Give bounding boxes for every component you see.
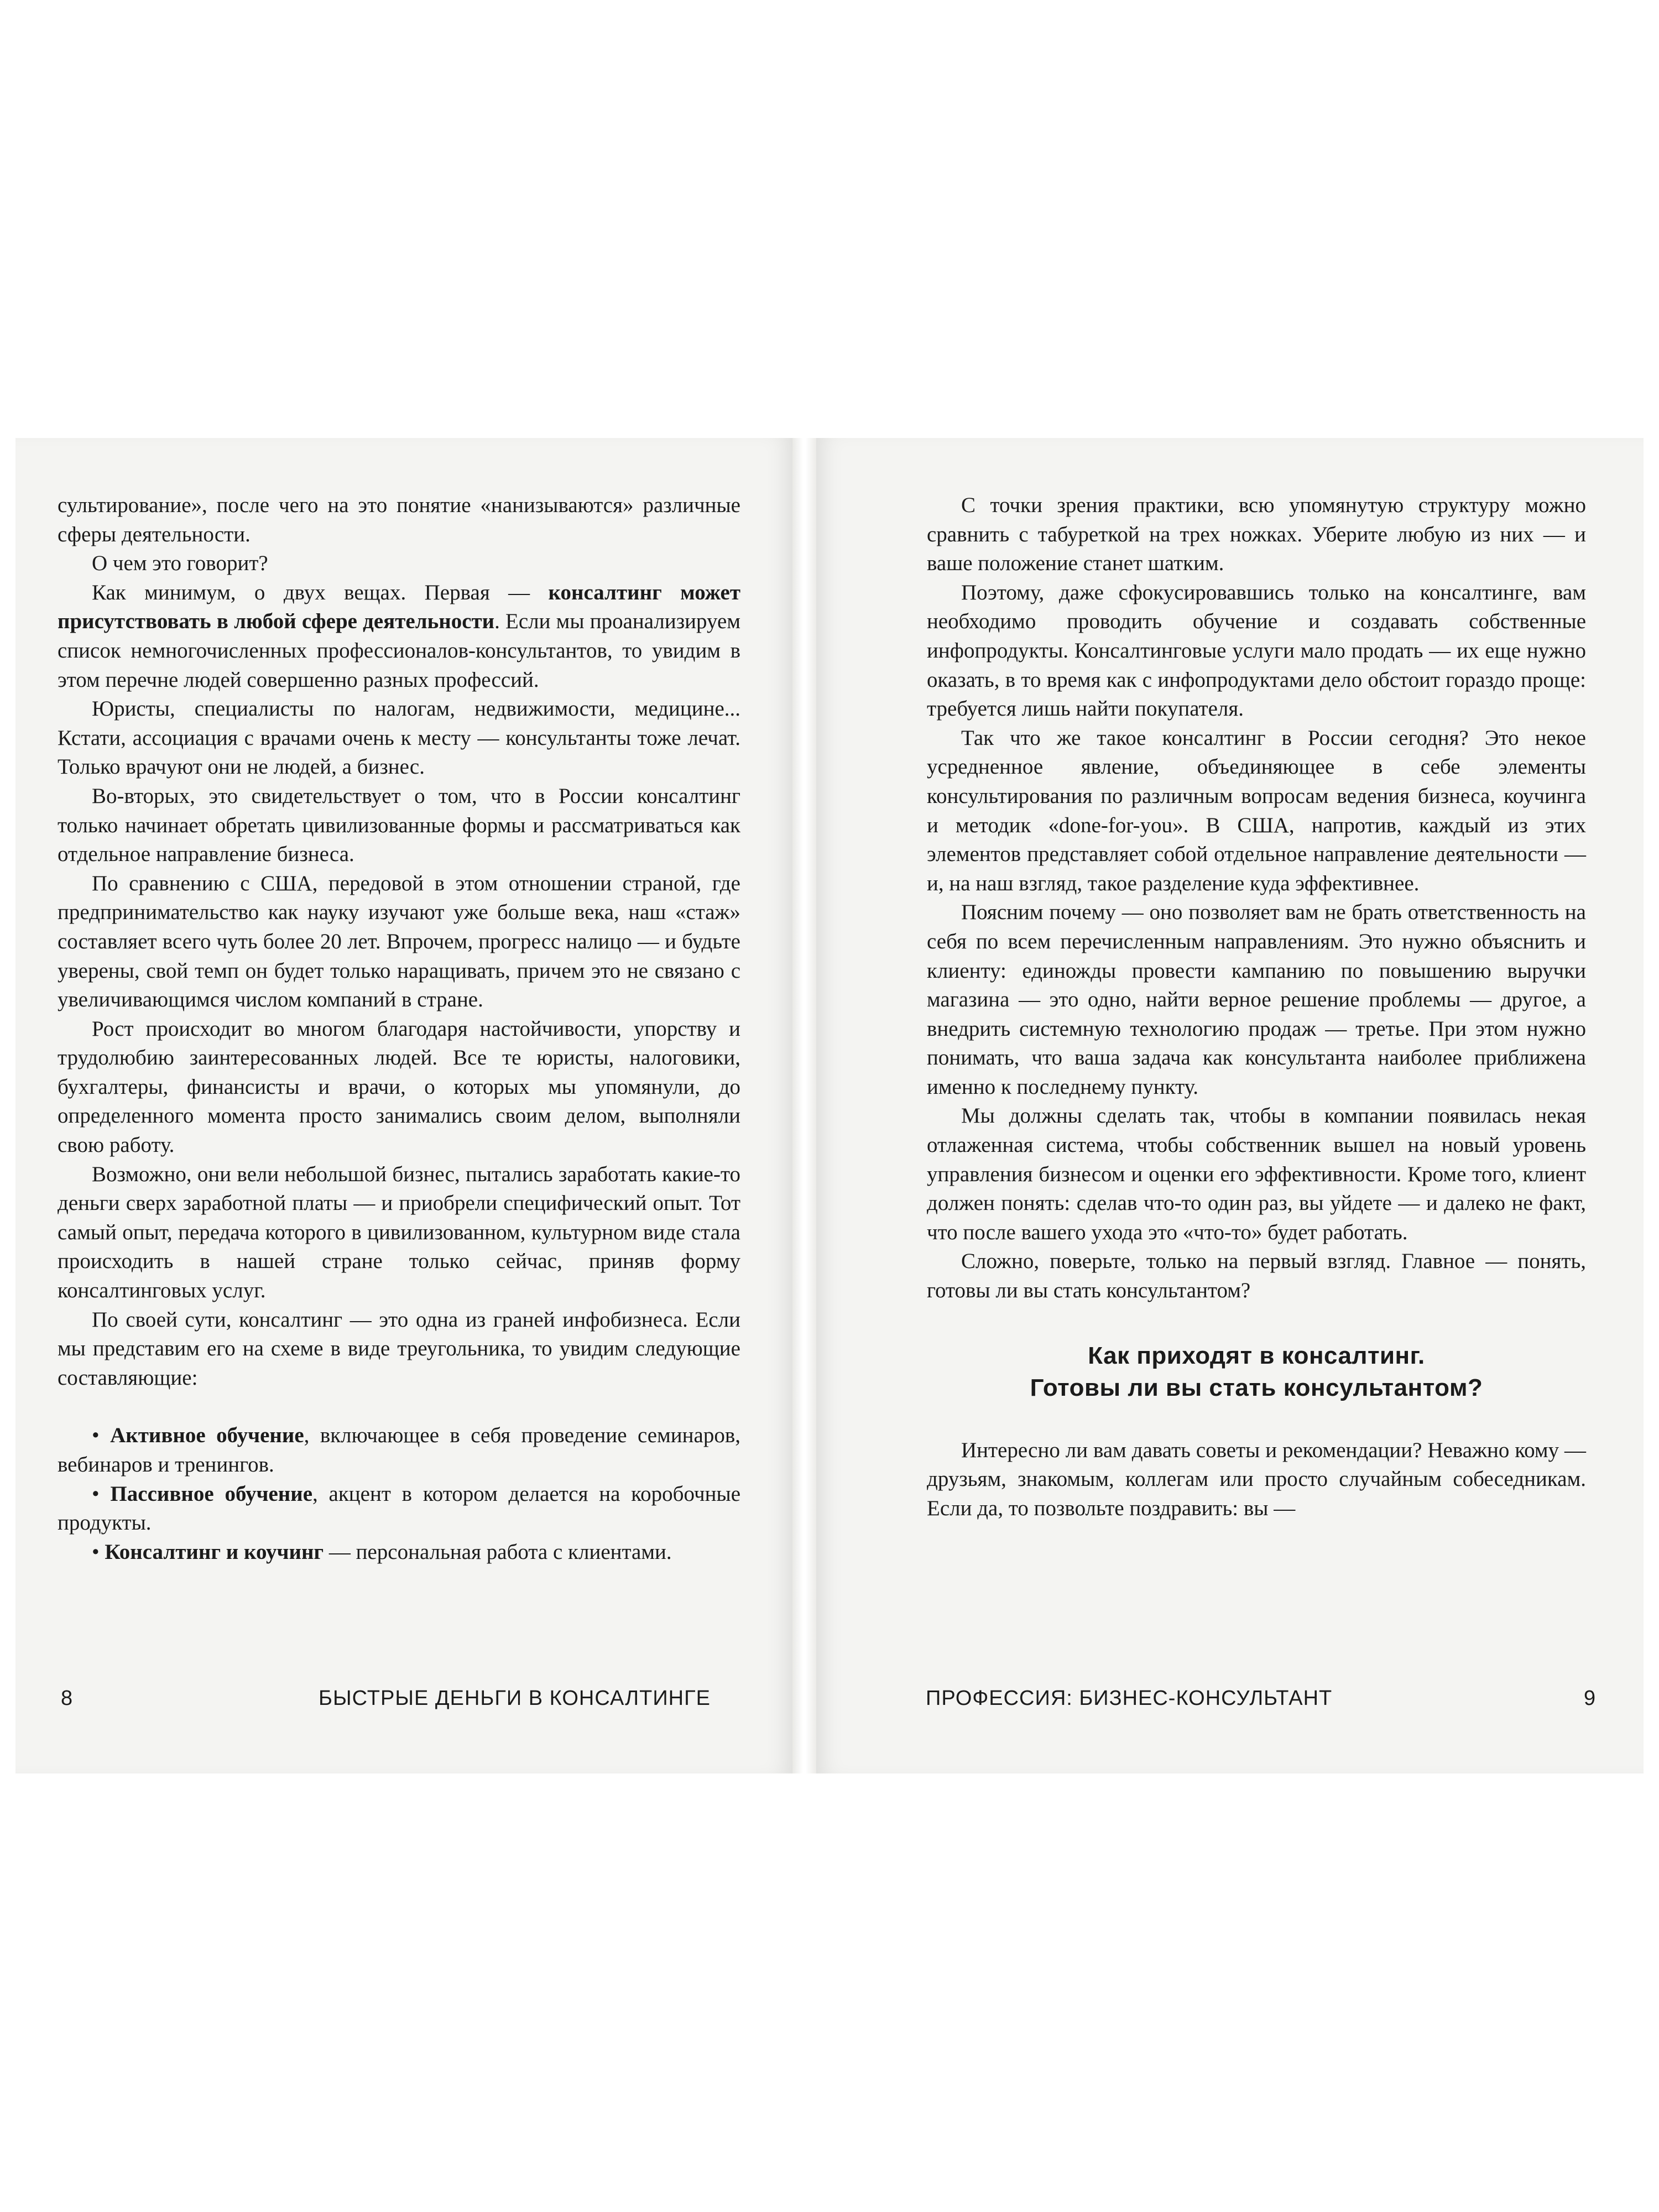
paragraph: Во-вторых, это свидетельствует о том, что в России консалтинг только начинает обретать цивилизованные формы и рассматриваться как отдельное направление бизнеса. (58, 784, 740, 867)
paragraph: Так что же такое консалтинг в России сегодня? Это некое усредненное явление, объединяющее в себе элементы консультирования по различным вопросам ведения бизнеса, коучинга и методик «done-for-you». В США, напротив, каждый из этих элементов представляет собой отдельное направление деятельности — и, на наш взгляд, такое разделение куда эффективнее. (927, 726, 1586, 895)
heading-line: Готовы ли вы стать консультантом? (1030, 1374, 1483, 1401)
paragraph: Интересно ли вам давать советы и рекомендации? Неважно кому — друзьям, знакомым, коллегам или просто случайным собеседникам. Если да, то позвольте поздравить: вы — (927, 1438, 1586, 1520)
paragraph-first-of-two (58, 578, 740, 695)
book-gutter (792, 438, 816, 1773)
paragraph: Поэтому, даже сфокусировавшись только на консалтинге, вам необходимо проводить обучение и создавать собственные инфопродукты. Консалтинговые услуги мало продать — их еще нужно оказать, в то время как с инфопродуктами дело обстоит гораздо проще: требуется лишь найти покупателя. (927, 580, 1586, 721)
right-text-column (927, 491, 1586, 1523)
paragraph: По сравнению с США, передовой в этом отношении страной, где предпринимательство как науку изучают уже больше века, наш «стаж» составляет всего чуть более 20 лет. Впрочем, прогресс налицо — и будьте уверены, свой темп он будет только наращивать, причем это не связано с увеличивающимся числом компаний в стране. (58, 871, 740, 1012)
paragraph: сультирование», после чего на это понятие «нанизываются» различные сферы деятельности. (58, 493, 740, 546)
bullet-marker: • (92, 1540, 100, 1564)
list-item (58, 1538, 740, 1567)
bold-phrase: Пассивное обучение (110, 1481, 313, 1506)
paragraph: Сложно, поверьте, только на первый взгляд. Главное — понять, готовы ли вы стать консультантом? (927, 1249, 1586, 1303)
bold-phrase: Активное обучение (110, 1423, 304, 1448)
blank-line (58, 1392, 740, 1421)
text-run: Как минимум, о двух вещах. Первая — (92, 580, 549, 604)
paragraph: С точки зрения практики, всю упомянутую структуру можно сравнить с табуреткой на трех ножках. Уберите любую из них — и ваше положение станет шатким. (927, 493, 1586, 576)
bullet-marker: • (92, 1481, 100, 1506)
running-title: БЫСТРЫЕ ДЕНЬГИ В КОНСАЛТИНГЕ (319, 1687, 711, 1710)
text-run: . Если мы проанализируем список немногочисленных профессионалов-консультантов, то увидим в этом перечне людей совершенно разных профессий. (58, 609, 740, 692)
paragraph: Рост происходит во многом благодаря настойчивости, упорству и трудолюбию заинтересованных людей. Все те юристы, налоговики, бухгалтеры, финансисты и врачи, о которых мы упомянули, до определенного момента просто занимались своим делом, выполняли свою работу. (58, 1016, 740, 1157)
bullet-marker: • (92, 1423, 100, 1448)
heading-line: Как приходят в консалтинг. (1088, 1342, 1425, 1369)
list-item (58, 1480, 740, 1538)
page-number: 9 (1584, 1687, 1597, 1710)
paragraph: Возможно, они вели небольшой бизнес, пытались заработать какие-то деньги сверх заработной платы — и приобрели специфический опыт. Тот самый опыт, передача которого в цивилизованном, культурном виде стала происходить в нашей стране только сейчас, приняв форму консалтинговых услуг. (58, 1162, 740, 1303)
left-text-column (58, 491, 740, 1567)
paragraph: Мы должны сделать так, чтобы в компании появилась некая отлаженная система, чтобы собственник вышел на новый уровень управления бизнесом и оценки его эффективности. Кроме того, клиент должен понять: сделав что-то один раз, вы уйдете — и далеко не факт, что после вашего ухода это «что-то» будет работать. (927, 1104, 1586, 1244)
paragraph: Поясним почему — оно позволяет вам не брать ответственность на себя по всем перечисленным направлениям. Это нужно объяснить и клиенту: единожды провести кампанию по повышению выручки магазина — это одно, найти верное решение проблемы — другое, а внедрить системную технологию продаж — третье. При этом нужно понимать, что ваша задача как консультанта наиболее приближена именно к последнему пункту. (927, 900, 1586, 1099)
list-item (58, 1421, 740, 1479)
paragraph: Юристы, специалисты по налогам, недвижимости, медицине... Кстати, ассоциация с врачами очень к месту — консультанты тоже лечат. Только врачуют они не людей, а бизнес. (58, 697, 740, 779)
paragraph: По своей сути, консалтинг — это одна из граней инфобизнеса. Если мы представим его на схеме в виде треугольника, то увидим следующие составляющие: (58, 1307, 740, 1390)
page-number: 8 (61, 1687, 74, 1710)
text-run: , акцент в котором делается на коробочные продукты. (58, 1481, 741, 1535)
paragraph: О чем это говорит? (92, 551, 268, 576)
right-page (816, 438, 1644, 1773)
section-heading (927, 1340, 1586, 1404)
bold-phrase: консалтинг может присутствовать в любой сфере деятельности (58, 580, 740, 634)
bold-phrase: Консалтинг и коучинг (105, 1540, 324, 1564)
running-title: ПРОФЕССИЯ: БИЗНЕС-КОНСУЛЬТАНТ (926, 1687, 1333, 1710)
left-page (15, 438, 794, 1773)
text-run: — персональная работа с клиентами. (324, 1540, 672, 1564)
text-run: , включающее в себя проведение семинаров, вебинаров и тренингов. (58, 1423, 740, 1477)
